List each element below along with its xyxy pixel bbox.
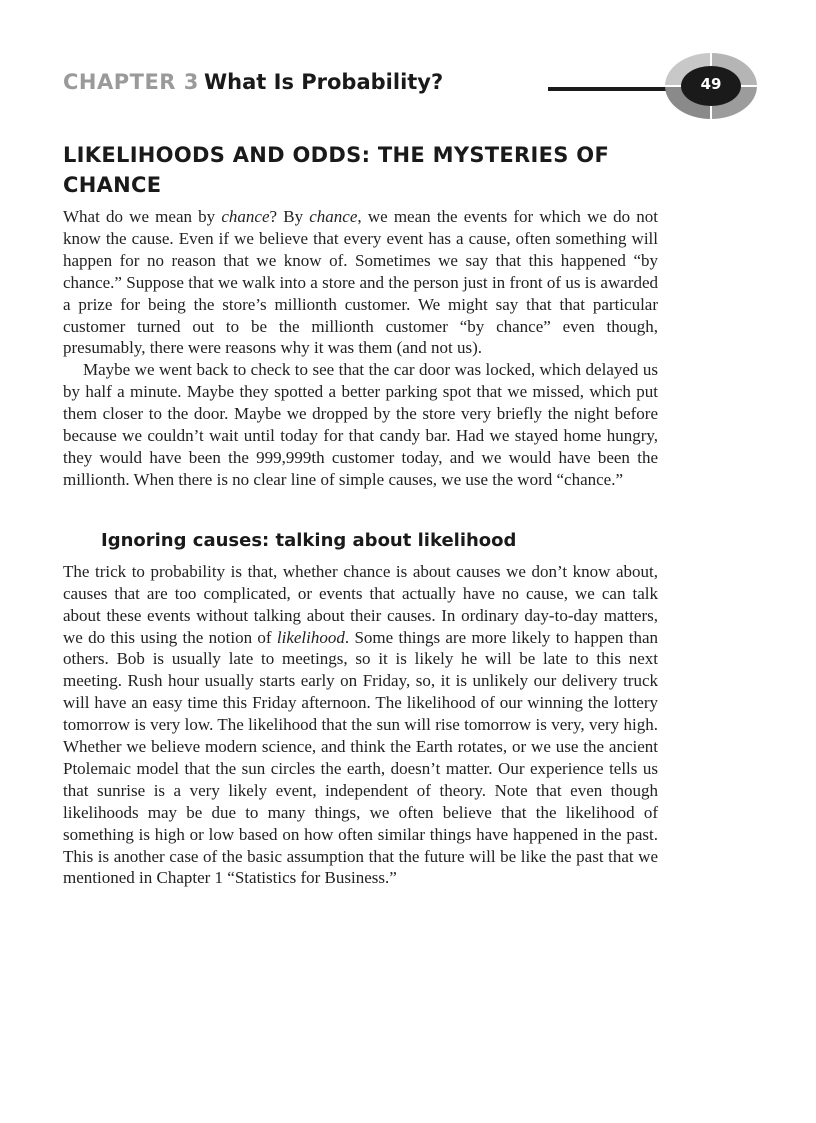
chapter-label: CHAPTER 3 bbox=[63, 70, 199, 94]
text-run: . Some things are more likely to happen than others. Bob is usually late to meetings, so it is likely he will be late to this next meeting. Rush hour usually starts early on Friday, so, it is unlikely our delivery truck will have an easy time this Friday afternoon. The likelihood of our winning the lottery tomorrow is very low. The likelihood that the sun will rise tomorrow is very, very high. Whether we believe modern science, and think the Earth rotates, or we use the ancient Ptolemaic model that the sun circles the earth, doesn’t matter. Our experience tells us that sunrise is a very likely event, independent of theory. Note that even though likelihoods may be due to many things, we often believe that the likelihood of something is high or low based on how often similar things have happened in the past. This is another case of the basic assumption that the future will be like the past that we mentioned in Chapter 1 “Statistics for Business.” bbox=[63, 627, 658, 888]
chapter-title: What Is Probability? bbox=[204, 70, 444, 94]
page-number: 49 bbox=[700, 75, 722, 93]
text-run: What do we mean by bbox=[63, 207, 222, 226]
header-rule bbox=[548, 87, 678, 91]
text-run: , we mean the events for which we do not know the cause. Even if we believe that every event has a cause, often something will happen for no reason that we know of. Sometimes we say that this happened “by chance.” Suppose that we walk into a store and the person just in front of us is awarded a prize for being the store’s millionth customer. We might say that that particular customer turned out to be the millionth customer “by chance” even though, presumably, there were reasons why it was them (and not us). bbox=[63, 207, 659, 358]
paragraph bbox=[63, 206, 658, 359]
text-run: ? By bbox=[269, 207, 310, 226]
text-run: The trick to probability is that, whether chance is about causes we don’t know about, causes that are too complicated, or events that actually have no cause, we can talk about these events without talking about their causes. In ordinary day-to-day matters, we do this using the notion of bbox=[63, 561, 658, 647]
page-number-badge bbox=[663, 51, 759, 121]
running-header bbox=[63, 66, 763, 106]
page-content bbox=[63, 140, 658, 889]
subsection-heading: Ignoring causes: talking about likelihood bbox=[101, 529, 517, 551]
emphasis: chance bbox=[309, 207, 358, 226]
paragraph: Maybe we went back to check to see that the car door was locked, which delayed us by half a minute. Maybe they spotted a better parking spot that we missed, which put them closer to the door. Maybe we dropped by the store very briefly the night before because we couldn’t wait until today for that candy bar. Had we stayed home hungry, they would have been the 999,999th customer today, and we would have been the millionth. When there is no clear line of simple causes, we use the word “chance.” bbox=[63, 360, 658, 489]
emphasis: chance bbox=[221, 207, 270, 226]
section-heading: LIKELIHOODS AND ODDS: THE MYSTERIES OF CHANCE bbox=[63, 143, 610, 197]
paragraph bbox=[63, 561, 658, 890]
emphasis: likelihood bbox=[276, 627, 345, 647]
